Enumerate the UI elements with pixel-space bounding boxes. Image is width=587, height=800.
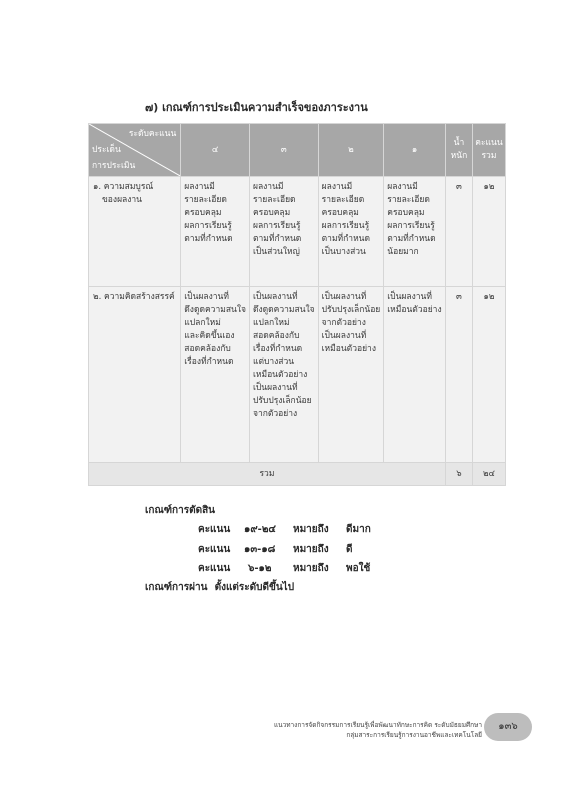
sum-label: รวม	[89, 463, 446, 486]
total-header-line-1: คะแนน	[475, 138, 503, 148]
passing-criteria	[145, 580, 294, 595]
judging-row	[0, 542, 587, 556]
cell-line: เป็นผลงานที่	[252, 292, 298, 302]
table-header-row	[89, 124, 506, 177]
score-range: ๖-๑๒	[248, 563, 272, 574]
cell-line: เหมือนตัวอย่าง	[321, 344, 376, 354]
cell-line: ครอบคลุม	[387, 208, 425, 218]
judging-row	[0, 522, 587, 536]
criterion-cell	[89, 177, 181, 287]
page-number-badge: ๑๓๖	[484, 713, 532, 741]
cell-line: ตามที่กำหนด	[184, 234, 233, 244]
rubric-table	[88, 123, 506, 486]
cell-line: เป็นส่วนใหญ่	[252, 247, 300, 257]
cell-line: จากตัวอย่าง	[321, 318, 366, 328]
cell-line: รายละเอียด	[321, 195, 365, 205]
cell-line: ผลการเรียนรู้	[387, 221, 435, 231]
score-label: คะแนน	[198, 563, 231, 574]
weight-header: น้ำหนัก	[445, 124, 472, 177]
score-meaning: หมายถึง	[293, 544, 329, 555]
cell-line: ครอบคลุม	[321, 208, 359, 218]
cell-line: ดึงดูดความสนใจ	[252, 305, 315, 315]
cell-line: เป็นผลงานที่	[387, 292, 432, 302]
score-range: ๑๓-๑๘	[244, 544, 276, 555]
level-cell-4	[181, 177, 250, 287]
total-cell: ๑๒	[472, 287, 505, 463]
score-grade: พอใช้	[346, 563, 371, 574]
section-heading: ๗) เกณฑ์การประเมินความสำเร็จของภาระงาน	[145, 101, 368, 114]
corner-header	[89, 124, 181, 177]
cell-line: ปรับปรุงเล็กน้อย	[252, 396, 312, 406]
judging-row	[0, 561, 587, 575]
level-cell-4	[181, 287, 250, 463]
level-cell-3	[249, 177, 318, 287]
score-grade: ดีมาก	[346, 524, 371, 535]
score-label: คะแนน	[198, 524, 231, 535]
level-cell-3	[249, 287, 318, 463]
level-header-1: ๑	[384, 124, 446, 177]
cell-line: แต่บางส่วน	[252, 357, 295, 367]
corner-left-label: ประเด็น	[92, 145, 121, 155]
cell-line: สอดคล้องกับ	[184, 344, 231, 354]
corner-left-label-2: การประเมิน	[92, 161, 136, 171]
cell-line: ตามที่กำหนด	[252, 234, 302, 244]
cell-line: แปลกใหม่	[184, 318, 221, 328]
cell-line: และคิดขึ้นเอง	[184, 331, 235, 341]
score-meaning: หมายถึง	[293, 563, 329, 574]
cell-line: ผลงานมี	[321, 182, 353, 192]
cell-line: รายละเอียด	[387, 195, 430, 205]
judging-title: เกณฑ์การตัดสิน	[145, 505, 216, 516]
passing-text: ตั้งแต่ระดับดีขึ้นไป	[214, 582, 295, 593]
level-header-4: ๔	[181, 124, 250, 177]
cell-line: ครอบคลุม	[252, 208, 291, 218]
cell-line: รายละเอียด	[184, 195, 227, 205]
criterion-line: ของผลงาน	[102, 195, 142, 205]
weight-cell: ๓	[445, 177, 472, 287]
sum-weight: ๖	[445, 463, 472, 486]
criterion-line: ๒. ความคิดสร้างสรรค์	[93, 292, 175, 302]
cell-line: เรื่องที่กำหนด	[184, 357, 234, 367]
level-cell-2	[318, 287, 384, 463]
level-cell-2	[318, 177, 384, 287]
score-range: ๑๙-๒๔	[244, 524, 276, 535]
table-row	[89, 177, 506, 287]
cell-line: ผลงานมี	[184, 182, 215, 192]
criterion-cell	[89, 287, 181, 463]
score-grade: ดี	[346, 544, 353, 555]
cell-line: เป็นบางส่วน	[321, 247, 366, 257]
passing-title: เกณฑ์การผ่าน	[145, 582, 208, 593]
cell-line: ตามที่กำหนด	[321, 234, 371, 244]
level-cell-1	[384, 287, 446, 463]
score-meaning: หมายถึง	[293, 524, 329, 535]
corner-top-label: ระดับคะแนน	[128, 129, 177, 139]
cell-line: เป็นผลงานที่	[321, 292, 367, 302]
cell-line: รายละเอียด	[252, 195, 296, 205]
level-cell-1	[384, 177, 446, 287]
cell-line: เป็นผลงานที่	[321, 331, 367, 341]
cell-line: ผลงานมี	[387, 182, 418, 192]
cell-line: แปลกใหม่	[252, 318, 290, 328]
sum-total: ๒๔	[472, 463, 505, 486]
cell-line: เหมือนตัวอย่าง	[387, 305, 442, 315]
weight-cell: ๓	[445, 287, 472, 463]
cell-line: ผลการเรียนรู้	[184, 221, 232, 231]
total-header	[472, 124, 505, 177]
cell-line: ผลการเรียนรู้	[252, 221, 301, 231]
page-footer	[274, 720, 482, 740]
criterion-line: ๑. ความสมบูรณ์	[93, 182, 154, 192]
cell-line: ตามที่กำหนด	[387, 234, 436, 244]
score-label: คะแนน	[198, 544, 231, 555]
level-header-2: ๒	[318, 124, 384, 177]
cell-line: ดึงดูดความสนใจ	[184, 305, 246, 315]
cell-line: ปรับปรุงเล็กน้อย	[321, 305, 381, 315]
table-row	[89, 287, 506, 463]
cell-line: เป็นผลงานที่	[252, 383, 298, 393]
total-cell: ๑๒	[472, 177, 505, 287]
cell-line: สอดคล้องกับ	[252, 331, 300, 341]
cell-line: ผลการเรียนรู้	[321, 221, 370, 231]
level-header-3: ๓	[249, 124, 318, 177]
sum-row	[89, 463, 506, 486]
total-header-line-2: รวม	[481, 151, 497, 161]
footer-line-1: แนวทางการจัดกิจกรรมการเรียนรู้เพื่อพัฒนาทักษะการคิด ระดับมัธยมศึกษา	[273, 721, 482, 729]
cell-line: ผลงานมี	[252, 182, 284, 192]
cell-line: เป็นผลงานที่	[184, 292, 229, 302]
footer-line-2: กลุ่มสาระการเรียนรู้การงานอาชีพและเทคโนโลยี	[346, 731, 482, 739]
cell-line: ครอบคลุม	[184, 208, 222, 218]
cell-line: เหมือนตัวอย่าง	[252, 370, 308, 380]
cell-line: เรื่องที่กำหนด	[252, 344, 303, 354]
cell-line: จากตัวอย่าง	[252, 409, 298, 419]
cell-line: น้อยมาก	[387, 247, 419, 257]
